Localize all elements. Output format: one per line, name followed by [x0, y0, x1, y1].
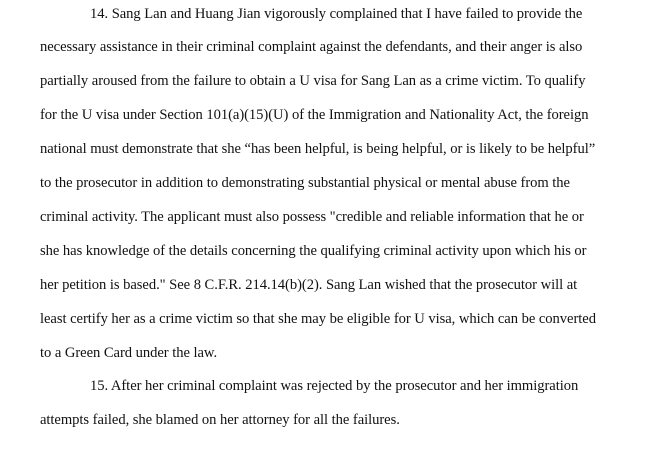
paragraph-14-line-6: to the prosecutor in addition to demonstrating substantial physical or mental abuse from the	[40, 175, 570, 191]
paragraph-14-line-11: to a Green Card under the law.	[40, 345, 218, 361]
paragraph-14-line-7: criminal activity. The applicant must also possess "credible and reliable information that he or	[40, 209, 584, 225]
paragraph-14-line-9: her petition is based." See 8 C.F.R. 214.14(b)(2). Sang Lan wished that the prosecutor will at	[40, 277, 578, 293]
paragraph-14-line-5: national must demonstrate that she “has been helpful, is being helpful, or is likely to be helpful”	[40, 141, 596, 157]
paragraph-14-line-10: least certify her as a crime victim so that she may be eligible for U visa, which can be converted	[40, 311, 596, 327]
paragraph-14-line-4: for the U visa under Section 101(a)(15)(U) of the Immigration and Nationality Act, the foreign	[40, 107, 589, 123]
paragraph-14-line-1: 14. Sang Lan and Huang Jian vigorously complained that I have failed to provide the	[90, 6, 583, 22]
paragraph-15-line-2: attempts failed, she blamed on her attorney for all the failures.	[40, 412, 400, 428]
paragraph-15-line-1: 15. After her criminal complaint was rejected by the prosecutor and her immigration	[90, 378, 579, 394]
paragraph-14-line-2: necessary assistance in their criminal complaint against the defendants, and their anger is also	[40, 39, 583, 55]
paragraph-14-line-3: partially aroused from the failure to obtain a U visa for Sang Lan as a crime victim. To qualify	[40, 73, 586, 89]
paragraph-14-line-8: she has knowledge of the details concerning the qualifying criminal activity upon which his or	[40, 243, 587, 259]
